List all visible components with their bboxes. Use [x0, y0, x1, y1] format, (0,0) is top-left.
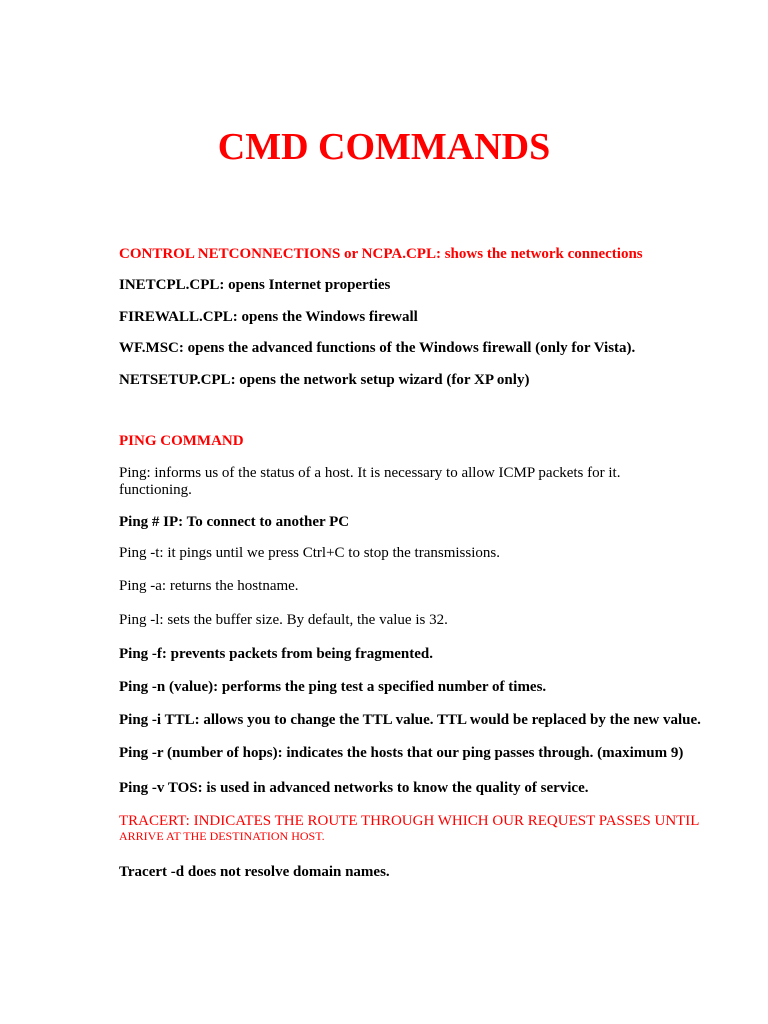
- ping-item: Ping -t: it pings until we press Ctrl+C to stop the transmissions.: [119, 545, 500, 561]
- network-heading: CONTROL NETCONNECTIONS or NCPA.CPL: shows the network connections: [119, 246, 643, 262]
- ping-intro-line1: Ping: informs us of the status of a host. It is necessary to allow ICMP packets for it.: [119, 465, 621, 481]
- ping-item: Ping -a: returns the hostname.: [119, 578, 299, 594]
- network-item: FIREWALL.CPL: opens the Windows firewall: [119, 309, 418, 325]
- ping-item: Ping -n (value): performs the ping test a specified number of times.: [119, 679, 547, 695]
- network-item: WF.MSC: opens the advanced functions of the Windows firewall (only for Vista).: [119, 340, 636, 356]
- ping-item: Ping # IP: To connect to another PC: [119, 514, 350, 530]
- ping-item: Ping -f: prevents packets from being fragmented.: [119, 646, 433, 662]
- network-item: INETCPL.CPL: opens Internet properties: [119, 277, 391, 293]
- ping-item: Ping -r (number of hops): indicates the hosts that our ping passes through. (maximum 9): [119, 745, 684, 761]
- ping-item: Ping -i TTL: allows you to change the TTL value. TTL would be replaced by the new value.: [119, 712, 701, 728]
- ping-item: Ping -v TOS: is used in advanced networks to know the quality of service.: [119, 780, 589, 796]
- ping-intro-line2: functioning.: [119, 482, 192, 498]
- document-title: CMD COMMANDS: [217, 126, 551, 168]
- tracert-item: Tracert -d does not resolve domain names.: [119, 864, 390, 880]
- tracert-heading-line1: TRACERT: INDICATES THE ROUTE THROUGH WHICH OUR REQUEST PASSES UNTIL: [119, 813, 700, 829]
- ping-heading: PING COMMAND: [119, 433, 244, 449]
- ping-item: Ping -l: sets the buffer size. By default, the value is 32.: [119, 612, 448, 628]
- tracert-heading-line2: ARRIVE AT THE DESTINATION HOST.: [119, 829, 325, 843]
- network-item: NETSETUP.CPL: opens the network setup wizard (for XP only): [119, 372, 530, 388]
